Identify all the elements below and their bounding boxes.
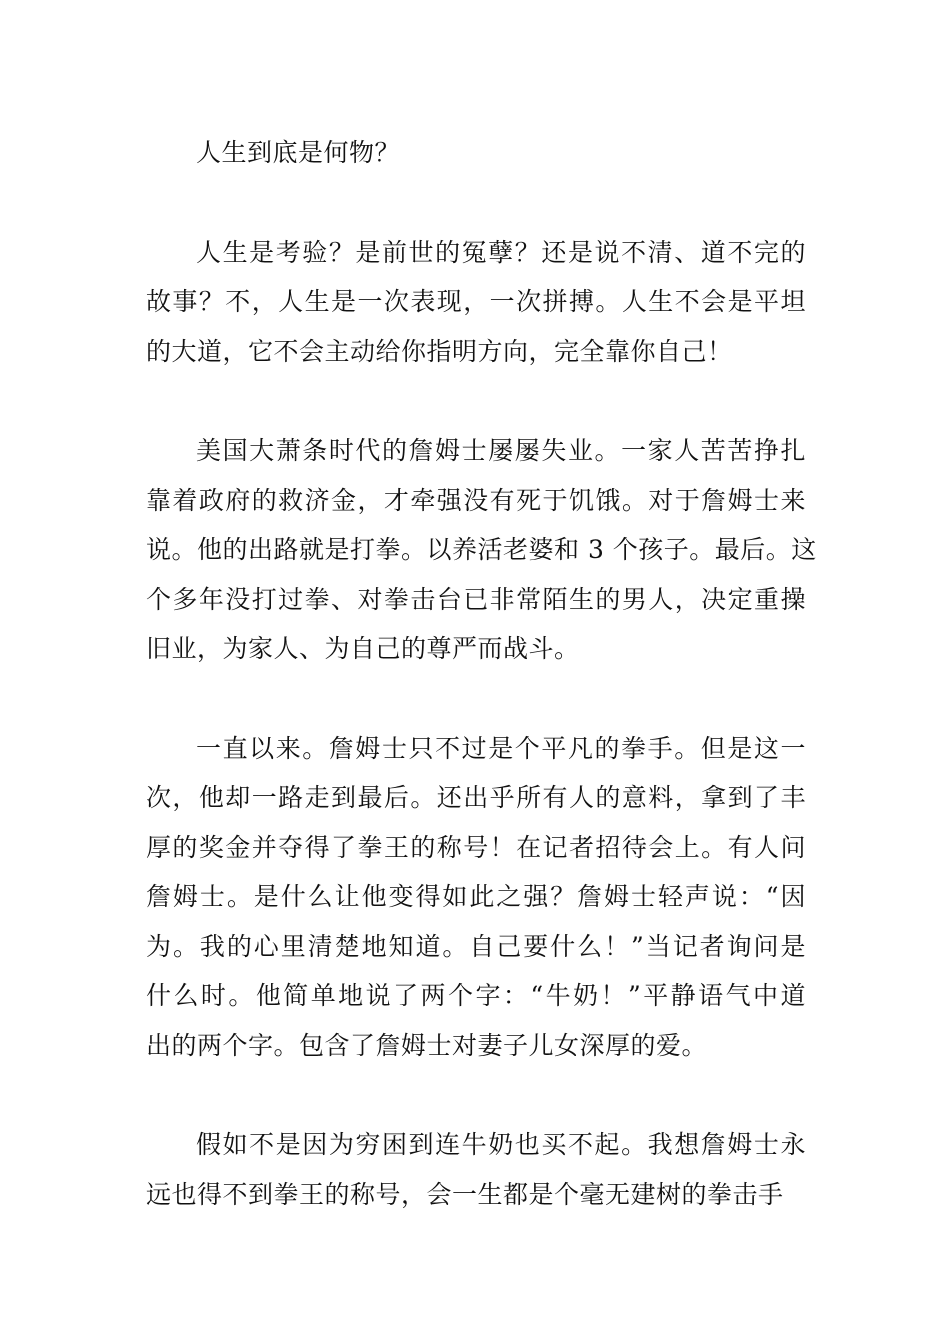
paragraph-line: 靠着政府的救济金，才牵强没有死于饥饿。对于詹姆士来 bbox=[146, 485, 806, 515]
paragraph-3 bbox=[146, 724, 806, 1071]
paragraph-line: 的大道，它不会主动给你指明方向，完全靠你自己！ bbox=[146, 336, 733, 366]
paragraph-line: 出的两个字。包含了詹姆士对妻子儿女深厚的爱。 bbox=[146, 1030, 708, 1060]
paragraph-line: 次，他却一路走到最后。还出乎所有人的意料，拿到了丰 bbox=[146, 783, 806, 812]
document-body bbox=[146, 128, 817, 1269]
document-title bbox=[146, 128, 806, 178]
paragraph-line: 个多年没打过拳、对拳击台已非常陌生的男人，决定重操 bbox=[146, 584, 806, 614]
paragraph-line: 什么时。他简单地说了两个字：“牛奶！”平静语气中道 bbox=[146, 981, 806, 1010]
paragraph-line: 为。我的心里清楚地知道。自己要什么！”当记者询问是 bbox=[146, 931, 806, 961]
paragraph-2 bbox=[146, 426, 817, 674]
paragraph-line: 说。他的出路就是打拳。以养活老婆和 3 个孩子。最后。这 bbox=[146, 535, 817, 564]
title-text: 人生到底是何物？ bbox=[196, 138, 401, 167]
paragraph-line: 厚的奖金并夺得了拳王的称号！在记者招待会上。有人问 bbox=[146, 832, 806, 862]
paragraph-1 bbox=[146, 228, 806, 377]
paragraph-line: 人生是考验？是前世的冤孽？还是说不清、道不完的 bbox=[196, 237, 806, 267]
paragraph-line: 一直以来。詹姆士只不过是个平凡的拳手。但是这一 bbox=[196, 733, 806, 763]
paragraph-line: 远也得不到拳王的称号，会一生都是个毫无建树的拳击手 bbox=[146, 1179, 784, 1209]
paragraph-4 bbox=[146, 1120, 806, 1219]
paragraph-line: 故事？不，人生是一次表现，一次拼搏。人生不会是平坦 bbox=[146, 287, 806, 316]
paragraph-line: 假如不是因为穷困到连牛奶也买不起。我想詹姆士永 bbox=[196, 1130, 806, 1159]
paragraph-line: 美国大萧条时代的詹姆士屡屡失业。一家人苦苦挣扎 bbox=[196, 436, 806, 465]
paragraph-line: 詹姆士。是什么让他变得如此之强？詹姆士轻声说：“因 bbox=[146, 882, 806, 911]
paragraph-line: 旧业，为家人、为自己的尊严而战斗。 bbox=[146, 634, 580, 663]
